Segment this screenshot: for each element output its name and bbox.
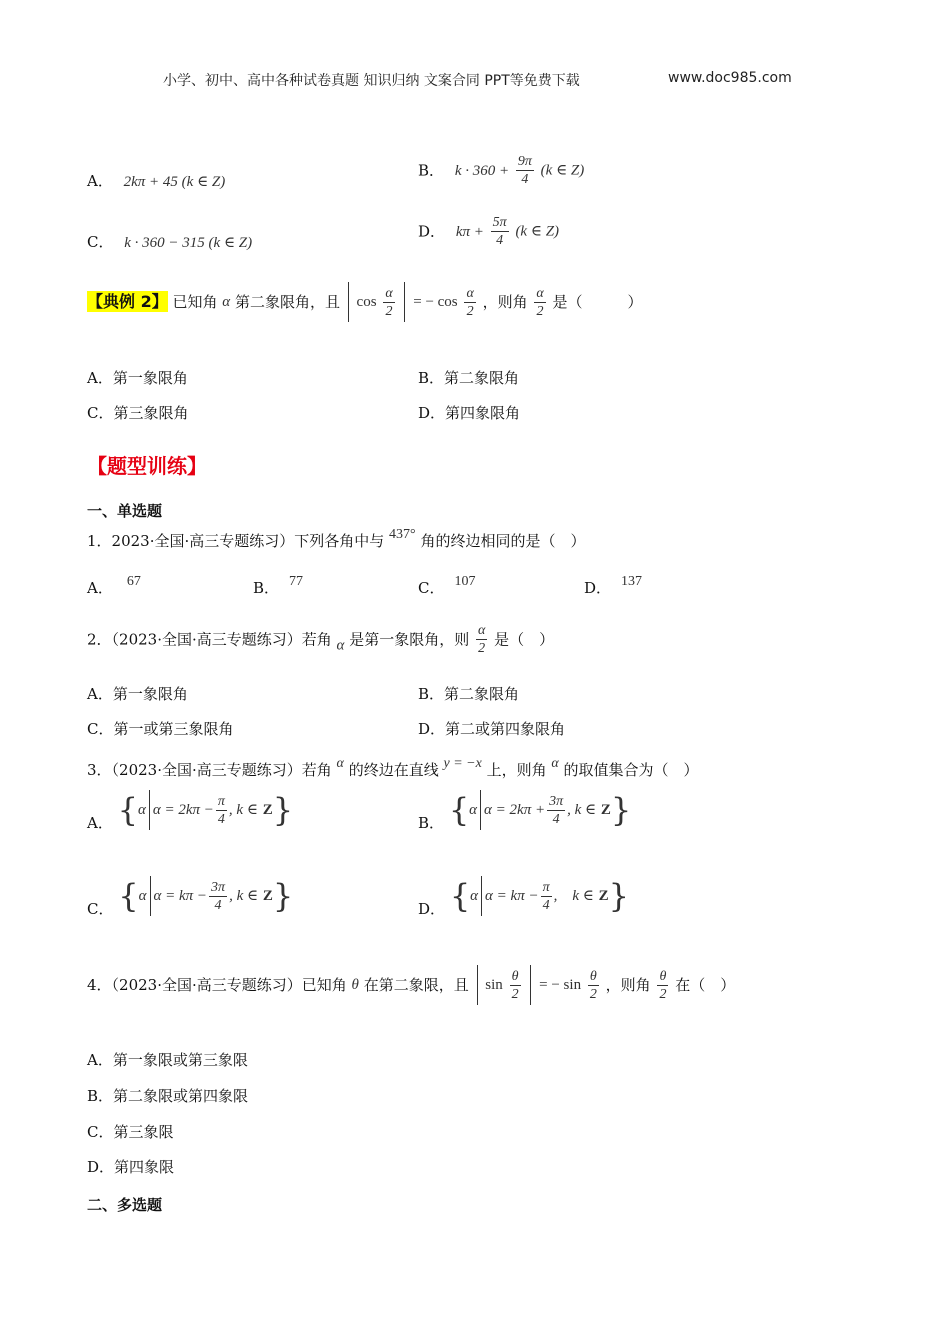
stem-text: 4．（2023·全国·高三专题练习）已知角 — [87, 976, 347, 994]
stem-text: 是（ ） — [552, 293, 643, 311]
fraction: $\frac{\alpha}{2}$ — [478, 623, 486, 656]
option-fraction: $\frac{5\pi}{4}$ — [492, 215, 507, 248]
option-expr-post: (k ∈ Z) — [515, 223, 560, 240]
set-expr: , k ∈ — [553, 888, 594, 904]
set-expr: α = 2kπ + — [484, 802, 546, 818]
stem-text: 的终边在直线 — [348, 761, 439, 779]
option-label: D． — [418, 900, 446, 918]
q3-option-d[interactable] — [418, 876, 629, 919]
alpha-symbol: α — [336, 637, 345, 654]
stem-text: 3．（2023·全国·高三专题练习）若角 — [87, 761, 332, 779]
fraction: $\frac{\alpha}{2}$ — [385, 285, 393, 319]
prev-option-c[interactable] — [87, 232, 252, 253]
q2-option-a[interactable]: A．第一象限角 — [87, 685, 188, 703]
equation-text: = − sin — [539, 977, 582, 993]
q2-stem — [87, 622, 554, 657]
q3-option-c[interactable] — [87, 876, 293, 919]
q2-option-d[interactable]: D．第二或第四象限角 — [418, 720, 566, 738]
abs-bar — [477, 965, 478, 1005]
stem-text: 2．（2023·全国·高三专题练习）若角 — [87, 630, 332, 649]
alpha-symbol: α — [137, 802, 146, 818]
right-brace: } — [272, 877, 294, 915]
stem-text: 上，则角 — [486, 761, 547, 779]
fraction: $\frac{\theta}{2}$ — [511, 968, 519, 1002]
left-brace: { — [117, 791, 138, 829]
fraction: $\frac{\alpha}{2}$ — [536, 285, 544, 319]
example2-option-d[interactable]: D．第四象限角 — [418, 404, 521, 422]
line-equation: y = −x — [443, 756, 482, 771]
example-tag: 【典例 2】 — [87, 292, 168, 311]
stem-text: 1．2023·全国·高三专题练习）下列各角中与 — [87, 532, 385, 550]
set-Z: Z — [598, 888, 609, 904]
set-Z: Z — [600, 802, 611, 818]
q3-option-a[interactable] — [87, 790, 293, 833]
abs-bar — [404, 282, 405, 322]
set-bar — [149, 790, 150, 830]
set-bar — [480, 790, 481, 830]
option-expr-pre: k · 360 + — [454, 162, 510, 179]
q4-option-d[interactable]: D．第四象限 — [87, 1158, 175, 1176]
part1-title: 一、单选题 — [87, 502, 163, 520]
q2-option-b[interactable]: B．第二象限角 — [418, 685, 520, 703]
left-brace: { — [448, 791, 470, 829]
alpha-symbol: α — [470, 888, 479, 904]
fraction: $\frac{\pi}{4}$ — [542, 879, 550, 913]
alpha-symbol: α — [336, 756, 344, 771]
stem-text: 第二象限角，且 — [234, 293, 340, 311]
set-Z: Z — [262, 802, 273, 818]
q1-option-b[interactable]: B． 77 — [253, 574, 304, 597]
q3-option-b[interactable] — [418, 790, 631, 833]
header-url[interactable]: www.doc985.com — [668, 70, 792, 86]
prev-option-b[interactable] — [418, 153, 584, 188]
example2-stem — [87, 282, 643, 322]
option-label: D． — [418, 222, 446, 241]
left-brace: { — [118, 877, 139, 915]
left-brace: { — [449, 877, 471, 915]
angle-value: 437° — [389, 527, 416, 542]
set-bar — [481, 876, 482, 916]
stem-text: ，则角 — [605, 976, 651, 994]
stem-text: 在（ ） — [675, 976, 736, 994]
q2-option-c[interactable]: C．第一或第三象限角 — [87, 720, 234, 738]
cos-text: cos — [356, 294, 377, 310]
stem-text: ，则角 — [482, 293, 528, 311]
alpha-symbol: α — [551, 756, 559, 771]
stem-text: 已知角 — [172, 293, 218, 311]
example2-option-b[interactable]: B．第二象限角 — [418, 369, 520, 387]
fraction: $\frac{3\pi}{4}$ — [549, 793, 564, 827]
q1-stem — [87, 525, 585, 551]
q4-option-a[interactable]: A．第一象限或第三象限 — [87, 1051, 248, 1069]
set-expr: , k ∈ — [228, 802, 258, 818]
sin-text: sin — [485, 977, 503, 993]
alpha-symbol: α — [138, 888, 147, 904]
prev-option-a[interactable] — [87, 171, 225, 192]
set-expr: α = kπ − — [153, 888, 208, 904]
fraction: $\frac{3\pi}{4}$ — [211, 879, 226, 913]
stem-text: 的取值集合为（ ） — [563, 761, 699, 779]
stem-text: 是（ ） — [494, 630, 555, 649]
abs-bar — [530, 965, 531, 1005]
option-label: A． — [87, 814, 113, 832]
option-label: C． — [87, 233, 114, 251]
q1-option-c[interactable]: C． 107 — [418, 574, 476, 597]
option-label: B． — [418, 161, 445, 180]
stem-text: 角的终边相同的是（ ） — [420, 532, 586, 550]
equation-text: = − cos — [413, 294, 458, 310]
stem-text: 在第二象限，且 — [363, 976, 469, 994]
right-brace: } — [610, 791, 632, 829]
option-expr: 2kπ + 45 (k ∈ Z) — [123, 174, 226, 190]
option-expr: k · 360 − 315 (k ∈ Z) — [124, 235, 253, 251]
part2-title: 二、多选题 — [87, 1196, 163, 1214]
q4-option-b[interactable]: B．第二象限或第四象限 — [87, 1087, 249, 1105]
option-fraction: $\frac{9\pi}{4}$ — [517, 154, 532, 187]
fraction: $\frac{\theta}{2}$ — [659, 968, 667, 1002]
set-expr: , k ∈ — [567, 802, 597, 818]
set-expr: , k ∈ — [229, 888, 259, 904]
stem-text: 是第一象限角，则 — [349, 630, 470, 649]
section-title: 【题型训练】 — [87, 454, 207, 478]
example2-option-a[interactable]: A．第一象限角 — [87, 369, 188, 387]
option-label: B． — [418, 814, 445, 832]
right-brace: } — [272, 791, 294, 829]
fraction: $\frac{\pi}{4}$ — [217, 793, 225, 827]
q1-option-a[interactable]: A． 67 — [87, 574, 141, 597]
header-title: 小学、初中、高中各种试卷真题 知识归纳 文案合同 PPT等免费下载 — [163, 73, 580, 89]
option-expr-post: (k ∈ Z) — [540, 162, 585, 179]
set-Z: Z — [262, 888, 273, 904]
q4-stem — [87, 965, 735, 1005]
fraction: $\frac{\alpha}{2}$ — [466, 285, 474, 319]
q4-option-c[interactable]: C．第三象限 — [87, 1123, 174, 1141]
option-label: A． — [87, 172, 113, 190]
q1-option-d[interactable]: D． 137 — [584, 574, 643, 597]
example2-option-c[interactable]: C．第三象限角 — [87, 404, 189, 422]
fraction: $\frac{\theta}{2}$ — [589, 968, 597, 1002]
set-bar — [150, 876, 151, 916]
prev-option-d[interactable] — [418, 214, 559, 249]
alpha-symbol: α — [222, 294, 231, 310]
option-expr-pre: kπ + — [455, 223, 484, 240]
abs-bar — [348, 282, 349, 322]
q3-stem — [87, 754, 699, 780]
set-expr: α = kπ − — [485, 888, 539, 904]
right-brace: } — [608, 877, 630, 915]
option-label: C． — [87, 900, 114, 918]
set-expr: α = 2kπ − — [152, 802, 214, 818]
theta-symbol: θ — [351, 977, 359, 993]
alpha-symbol: α — [469, 802, 478, 818]
